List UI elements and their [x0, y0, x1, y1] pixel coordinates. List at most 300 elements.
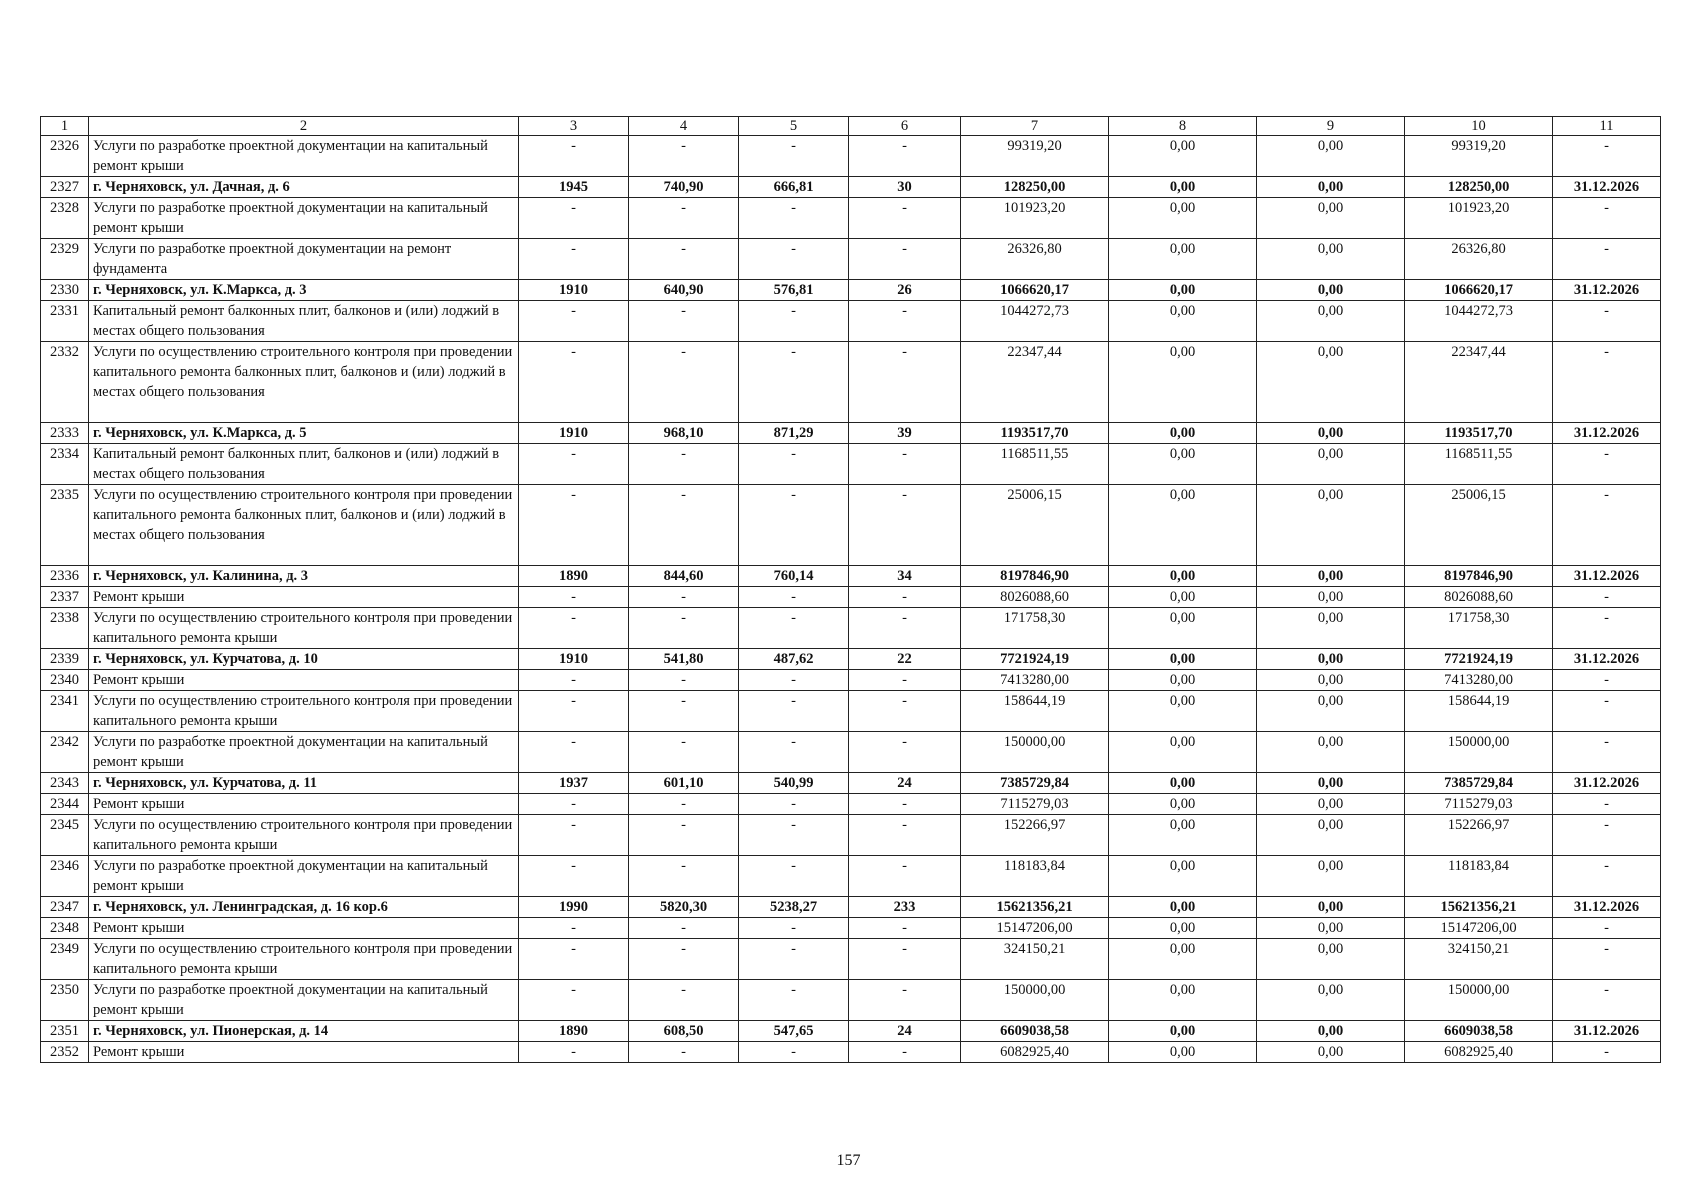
- cell-c3: -: [519, 444, 629, 485]
- cell-c8: 0,00: [1109, 485, 1257, 566]
- row-number: 2329: [41, 239, 89, 280]
- cell-c11: -: [1553, 239, 1661, 280]
- cell-c7: 7115279,03: [961, 794, 1109, 815]
- cell-c11: -: [1553, 918, 1661, 939]
- work-description: Услуги по разработке проектной документации на капитальный ремонт крыши: [89, 856, 519, 897]
- work-item-row: [41, 732, 1661, 773]
- cell-c6: -: [849, 815, 961, 856]
- cell-c5: -: [739, 587, 849, 608]
- row-number: 2340: [41, 670, 89, 691]
- cell-c9: 0,00: [1257, 587, 1405, 608]
- cell-c11: -: [1553, 136, 1661, 177]
- work-item-row: [41, 485, 1661, 566]
- cell-c3: -: [519, 1042, 629, 1063]
- cell-c7: 101923,20: [961, 198, 1109, 239]
- work-item-row: [41, 1042, 1661, 1063]
- address-row: [41, 280, 1661, 301]
- row-number: 2327: [41, 177, 89, 198]
- cell-c11: -: [1553, 485, 1661, 566]
- column-number: 5: [739, 117, 849, 136]
- cell-c3: -: [519, 815, 629, 856]
- cell-c11: -: [1553, 444, 1661, 485]
- cell-c10: 1066620,17: [1405, 280, 1553, 301]
- cell-c4: -: [629, 691, 739, 732]
- cell-c9: 0,00: [1257, 794, 1405, 815]
- cell-c4: -: [629, 301, 739, 342]
- work-item-row: [41, 608, 1661, 649]
- cell-c10: 15147206,00: [1405, 918, 1553, 939]
- row-number: 2331: [41, 301, 89, 342]
- cell-c7: 26326,80: [961, 239, 1109, 280]
- cell-c7: 7413280,00: [961, 670, 1109, 691]
- cell-c10: 99319,20: [1405, 136, 1553, 177]
- cell-c8: 0,00: [1109, 587, 1257, 608]
- cell-c3: 1890: [519, 1021, 629, 1042]
- address-row: [41, 1021, 1661, 1042]
- cell-c5: 760,14: [739, 566, 849, 587]
- address-cell: [89, 897, 519, 918]
- cell-c7: 8197846,90: [961, 566, 1109, 587]
- cell-c6: -: [849, 444, 961, 485]
- cell-c6: -: [849, 670, 961, 691]
- cell-c7: 152266,97: [961, 815, 1109, 856]
- work-item-row: [41, 444, 1661, 485]
- cell-c9: 0,00: [1257, 897, 1405, 918]
- work-item-row: [41, 301, 1661, 342]
- cell-c11: -: [1553, 342, 1661, 423]
- cell-c9: 0,00: [1257, 856, 1405, 897]
- cell-c3: -: [519, 980, 629, 1021]
- cell-c9: 0,00: [1257, 198, 1405, 239]
- cell-c6: 30: [849, 177, 961, 198]
- column-number-row: [41, 117, 1661, 136]
- cell-c10: 7115279,03: [1405, 794, 1553, 815]
- work-description: Капитальный ремонт балконных плит, балконов и (или) лоджий в местах общего пользования: [89, 444, 519, 485]
- cell-c6: -: [849, 608, 961, 649]
- row-number: 2352: [41, 1042, 89, 1063]
- cell-c6: -: [849, 239, 961, 280]
- cell-c6: 233: [849, 897, 961, 918]
- cell-c4: -: [629, 239, 739, 280]
- work-description: Услуги по осуществлению строительного контроля при проведении капитального ремонта крыши: [89, 939, 519, 980]
- cell-c10: 158644,19: [1405, 691, 1553, 732]
- cell-c9: 0,00: [1257, 342, 1405, 423]
- cell-c3: -: [519, 198, 629, 239]
- cell-c3: -: [519, 918, 629, 939]
- cell-c8: 0,00: [1109, 794, 1257, 815]
- cell-c9: 0,00: [1257, 423, 1405, 444]
- cell-c7: 1193517,70: [961, 423, 1109, 444]
- work-item-row: [41, 670, 1661, 691]
- address-row: [41, 649, 1661, 670]
- cell-c10: 7385729,84: [1405, 773, 1553, 794]
- page-number: 157: [836, 1152, 861, 1169]
- cell-c6: 39: [849, 423, 961, 444]
- work-item-row: [41, 918, 1661, 939]
- cell-c8: 0,00: [1109, 670, 1257, 691]
- row-number: 2344: [41, 794, 89, 815]
- cell-c10: 6609038,58: [1405, 1021, 1553, 1042]
- column-number: 6: [849, 117, 961, 136]
- cell-c4: 608,50: [629, 1021, 739, 1042]
- cell-c7: 150000,00: [961, 980, 1109, 1021]
- cell-c10: 26326,80: [1405, 239, 1553, 280]
- cell-c10: 1044272,73: [1405, 301, 1553, 342]
- cell-c10: 7413280,00: [1405, 670, 1553, 691]
- row-number: 2346: [41, 856, 89, 897]
- address-text: г. Черняховск, ул. Дачная, д. 6: [93, 179, 290, 195]
- work-description: Ремонт крыши: [89, 670, 519, 691]
- cell-c7: 99319,20: [961, 136, 1109, 177]
- cell-c11: -: [1553, 587, 1661, 608]
- row-number: 2348: [41, 918, 89, 939]
- cell-c8: 0,00: [1109, 1021, 1257, 1042]
- cell-c5: -: [739, 608, 849, 649]
- cell-c10: 8026088,60: [1405, 587, 1553, 608]
- work-description: Услуги по осуществлению строительного контроля при проведении капитального ремонта крыши: [89, 815, 519, 856]
- cell-c11: 31.12.2026: [1553, 423, 1661, 444]
- cell-c5: -: [739, 198, 849, 239]
- cell-c3: -: [519, 239, 629, 280]
- cell-c9: 0,00: [1257, 939, 1405, 980]
- cell-c3: -: [519, 670, 629, 691]
- cell-c7: 118183,84: [961, 856, 1109, 897]
- address-row: [41, 773, 1661, 794]
- cell-c8: 0,00: [1109, 691, 1257, 732]
- cell-c11: -: [1553, 939, 1661, 980]
- work-item-row: [41, 136, 1661, 177]
- cell-c4: 968,10: [629, 423, 739, 444]
- cell-c9: 0,00: [1257, 280, 1405, 301]
- cell-c5: -: [739, 342, 849, 423]
- cell-c11: 31.12.2026: [1553, 566, 1661, 587]
- cell-c4: -: [629, 198, 739, 239]
- work-item-row: [41, 939, 1661, 980]
- address-text: г. Черняховск, ул. Ленинградская, д. 16 кор.6: [93, 899, 388, 915]
- row-number: 2334: [41, 444, 89, 485]
- address-row: [41, 566, 1661, 587]
- cell-c6: -: [849, 939, 961, 980]
- cell-c9: 0,00: [1257, 608, 1405, 649]
- column-number: 7: [961, 117, 1109, 136]
- row-number: 2326: [41, 136, 89, 177]
- cell-c8: 0,00: [1109, 897, 1257, 918]
- cell-c4: -: [629, 918, 739, 939]
- cell-c4: -: [629, 939, 739, 980]
- cell-c6: -: [849, 732, 961, 773]
- row-number: 2336: [41, 566, 89, 587]
- cell-c4: -: [629, 815, 739, 856]
- cell-c4: -: [629, 732, 739, 773]
- cell-c10: 1193517,70: [1405, 423, 1553, 444]
- cell-c10: 15621356,21: [1405, 897, 1553, 918]
- cell-c5: -: [739, 301, 849, 342]
- cell-c10: 150000,00: [1405, 732, 1553, 773]
- cell-c6: 24: [849, 773, 961, 794]
- work-item-row: [41, 794, 1661, 815]
- cell-c7: 8026088,60: [961, 587, 1109, 608]
- cell-c9: 0,00: [1257, 1042, 1405, 1063]
- work-description: Услуги по разработке проектной документации на капитальный ремонт крыши: [89, 980, 519, 1021]
- cell-c4: -: [629, 444, 739, 485]
- cell-c9: 0,00: [1257, 566, 1405, 587]
- cell-c4: -: [629, 1042, 739, 1063]
- work-description: Услуги по осуществлению строительного контроля при проведении капитального ремонта балконных плит, балконов и (или) лоджий в местах общего пользования: [89, 342, 519, 423]
- work-description: Капитальный ремонт балконных плит, балконов и (или) лоджий в местах общего пользования: [89, 301, 519, 342]
- work-item-row: [41, 342, 1661, 423]
- work-description: Ремонт крыши: [89, 587, 519, 608]
- cell-c8: 0,00: [1109, 301, 1257, 342]
- cell-c8: 0,00: [1109, 732, 1257, 773]
- cell-c3: 1990: [519, 897, 629, 918]
- cell-c3: -: [519, 939, 629, 980]
- cell-c4: -: [629, 980, 739, 1021]
- row-number: 2349: [41, 939, 89, 980]
- row-number: 2350: [41, 980, 89, 1021]
- cell-c8: 0,00: [1109, 815, 1257, 856]
- cell-c11: 31.12.2026: [1553, 897, 1661, 918]
- cell-c8: 0,00: [1109, 177, 1257, 198]
- address-row: [41, 177, 1661, 198]
- address-cell: [89, 773, 519, 794]
- cell-c9: 0,00: [1257, 918, 1405, 939]
- column-number: 2: [89, 117, 519, 136]
- row-number: 2343: [41, 773, 89, 794]
- work-description: Услуги по осуществлению строительного контроля при проведении капитального ремонта крыши: [89, 691, 519, 732]
- cell-c9: 0,00: [1257, 444, 1405, 485]
- cell-c5: 487,62: [739, 649, 849, 670]
- cell-c8: 0,00: [1109, 280, 1257, 301]
- cell-c11: -: [1553, 301, 1661, 342]
- cell-c11: -: [1553, 198, 1661, 239]
- cell-c4: -: [629, 608, 739, 649]
- cell-c10: 101923,20: [1405, 198, 1553, 239]
- cell-c11: 31.12.2026: [1553, 773, 1661, 794]
- address-text: г. Черняховск, ул. Курчатова, д. 10: [93, 651, 318, 667]
- cell-c5: 540,99: [739, 773, 849, 794]
- cell-c6: 24: [849, 1021, 961, 1042]
- cell-c6: -: [849, 1042, 961, 1063]
- cell-c8: 0,00: [1109, 444, 1257, 485]
- cell-c11: -: [1553, 980, 1661, 1021]
- work-item-row: [41, 980, 1661, 1021]
- cell-c8: 0,00: [1109, 423, 1257, 444]
- column-number: 4: [629, 117, 739, 136]
- row-number: 2332: [41, 342, 89, 423]
- work-description: Услуги по разработке проектной документации на ремонт фундамента: [89, 239, 519, 280]
- cell-c11: 31.12.2026: [1553, 177, 1661, 198]
- row-number: 2339: [41, 649, 89, 670]
- cell-c7: 171758,30: [961, 608, 1109, 649]
- cell-c10: 8197846,90: [1405, 566, 1553, 587]
- cell-c3: 1890: [519, 566, 629, 587]
- cell-c8: 0,00: [1109, 342, 1257, 423]
- address-cell: [89, 649, 519, 670]
- cell-c4: 844,60: [629, 566, 739, 587]
- cell-c5: -: [739, 918, 849, 939]
- cell-c10: 6082925,40: [1405, 1042, 1553, 1063]
- cell-c7: 6609038,58: [961, 1021, 1109, 1042]
- cell-c3: 1910: [519, 423, 629, 444]
- column-number: 8: [1109, 117, 1257, 136]
- cell-c3: -: [519, 342, 629, 423]
- cell-c8: 0,00: [1109, 918, 1257, 939]
- cell-c6: 22: [849, 649, 961, 670]
- cell-c3: 1945: [519, 177, 629, 198]
- work-item-row: [41, 856, 1661, 897]
- column-number: 10: [1405, 117, 1553, 136]
- work-description: Ремонт крыши: [89, 918, 519, 939]
- cell-c8: 0,00: [1109, 608, 1257, 649]
- cell-c9: 0,00: [1257, 239, 1405, 280]
- cell-c6: -: [849, 691, 961, 732]
- column-number: 9: [1257, 117, 1405, 136]
- cell-c5: -: [739, 691, 849, 732]
- row-number: 2338: [41, 608, 89, 649]
- cell-c7: 324150,21: [961, 939, 1109, 980]
- cell-c11: -: [1553, 670, 1661, 691]
- cell-c10: 324150,21: [1405, 939, 1553, 980]
- cell-c8: 0,00: [1109, 980, 1257, 1021]
- cell-c7: 25006,15: [961, 485, 1109, 566]
- cell-c9: 0,00: [1257, 177, 1405, 198]
- address-text: г. Черняховск, ул. Калинина, д. 3: [93, 568, 309, 584]
- cell-c4: -: [629, 794, 739, 815]
- cell-c6: -: [849, 485, 961, 566]
- cell-c4: -: [629, 342, 739, 423]
- work-item-row: [41, 587, 1661, 608]
- cell-c6: -: [849, 794, 961, 815]
- address-text: г. Черняховск, ул. Курчатова, д. 11: [93, 775, 318, 791]
- row-number: 2345: [41, 815, 89, 856]
- row-number: 2351: [41, 1021, 89, 1042]
- cell-c9: 0,00: [1257, 485, 1405, 566]
- cell-c11: -: [1553, 608, 1661, 649]
- cell-c7: 1066620,17: [961, 280, 1109, 301]
- cell-c8: 0,00: [1109, 649, 1257, 670]
- cell-c9: 0,00: [1257, 815, 1405, 856]
- address-row: [41, 897, 1661, 918]
- cell-c9: 0,00: [1257, 980, 1405, 1021]
- column-number: 1: [41, 117, 89, 136]
- cell-c3: -: [519, 136, 629, 177]
- cell-c11: -: [1553, 732, 1661, 773]
- cell-c3: -: [519, 608, 629, 649]
- cell-c7: 7721924,19: [961, 649, 1109, 670]
- cell-c6: -: [849, 856, 961, 897]
- work-item-row: [41, 198, 1661, 239]
- cell-c3: 1910: [519, 280, 629, 301]
- cell-c4: -: [629, 856, 739, 897]
- cell-c8: 0,00: [1109, 566, 1257, 587]
- cell-c9: 0,00: [1257, 301, 1405, 342]
- cell-c9: 0,00: [1257, 136, 1405, 177]
- cell-c7: 15147206,00: [961, 918, 1109, 939]
- cell-c7: 128250,00: [961, 177, 1109, 198]
- row-number: 2347: [41, 897, 89, 918]
- repair-program-table: [40, 116, 1661, 1063]
- cell-c6: 26: [849, 280, 961, 301]
- cell-c4: -: [629, 485, 739, 566]
- cell-c5: -: [739, 732, 849, 773]
- cell-c3: -: [519, 856, 629, 897]
- cell-c7: 6082925,40: [961, 1042, 1109, 1063]
- cell-c3: -: [519, 794, 629, 815]
- work-description: Услуги по разработке проектной документации на капитальный ремонт крыши: [89, 732, 519, 773]
- row-number: 2337: [41, 587, 89, 608]
- row-number: 2335: [41, 485, 89, 566]
- address-cell: [89, 1021, 519, 1042]
- cell-c10: 152266,97: [1405, 815, 1553, 856]
- cell-c8: 0,00: [1109, 136, 1257, 177]
- cell-c9: 0,00: [1257, 773, 1405, 794]
- cell-c11: -: [1553, 1042, 1661, 1063]
- cell-c9: 0,00: [1257, 691, 1405, 732]
- row-number: 2341: [41, 691, 89, 732]
- address-cell: [89, 566, 519, 587]
- cell-c10: 7721924,19: [1405, 649, 1553, 670]
- cell-c8: 0,00: [1109, 939, 1257, 980]
- cell-c5: 666,81: [739, 177, 849, 198]
- address-text: г. Черняховск, ул. К.Маркса, д. 3: [93, 282, 307, 298]
- cell-c6: -: [849, 301, 961, 342]
- address-text: г. Черняховск, ул. К.Маркса, д. 5: [93, 425, 307, 441]
- cell-c11: -: [1553, 856, 1661, 897]
- cell-c7: 15621356,21: [961, 897, 1109, 918]
- cell-c6: -: [849, 587, 961, 608]
- cell-c4: 740,90: [629, 177, 739, 198]
- cell-c11: -: [1553, 794, 1661, 815]
- cell-c9: 0,00: [1257, 649, 1405, 670]
- cell-c5: -: [739, 856, 849, 897]
- cell-c5: 576,81: [739, 280, 849, 301]
- column-number: 11: [1553, 117, 1661, 136]
- cell-c3: -: [519, 691, 629, 732]
- cell-c11: -: [1553, 691, 1661, 732]
- cell-c7: 7385729,84: [961, 773, 1109, 794]
- cell-c5: -: [739, 239, 849, 280]
- cell-c5: -: [739, 815, 849, 856]
- cell-c4: 541,80: [629, 649, 739, 670]
- work-description: Услуги по разработке проектной документации на капитальный ремонт крыши: [89, 136, 519, 177]
- cell-c10: 22347,44: [1405, 342, 1553, 423]
- cell-c6: -: [849, 980, 961, 1021]
- cell-c5: -: [739, 939, 849, 980]
- cell-c3: -: [519, 732, 629, 773]
- cell-c3: -: [519, 485, 629, 566]
- cell-c10: 128250,00: [1405, 177, 1553, 198]
- cell-c6: -: [849, 136, 961, 177]
- cell-c10: 25006,15: [1405, 485, 1553, 566]
- cell-c5: 5238,27: [739, 897, 849, 918]
- cell-c11: 31.12.2026: [1553, 280, 1661, 301]
- cell-c11: -: [1553, 815, 1661, 856]
- cell-c5: -: [739, 485, 849, 566]
- cell-c11: 31.12.2026: [1553, 649, 1661, 670]
- work-item-row: [41, 239, 1661, 280]
- cell-c4: 601,10: [629, 773, 739, 794]
- cell-c8: 0,00: [1109, 1042, 1257, 1063]
- cell-c7: 22347,44: [961, 342, 1109, 423]
- work-description: Ремонт крыши: [89, 1042, 519, 1063]
- cell-c3: 1937: [519, 773, 629, 794]
- cell-c5: -: [739, 444, 849, 485]
- cell-c6: -: [849, 198, 961, 239]
- cell-c4: 5820,30: [629, 897, 739, 918]
- row-number: 2342: [41, 732, 89, 773]
- address-cell: [89, 423, 519, 444]
- cell-c7: 1168511,55: [961, 444, 1109, 485]
